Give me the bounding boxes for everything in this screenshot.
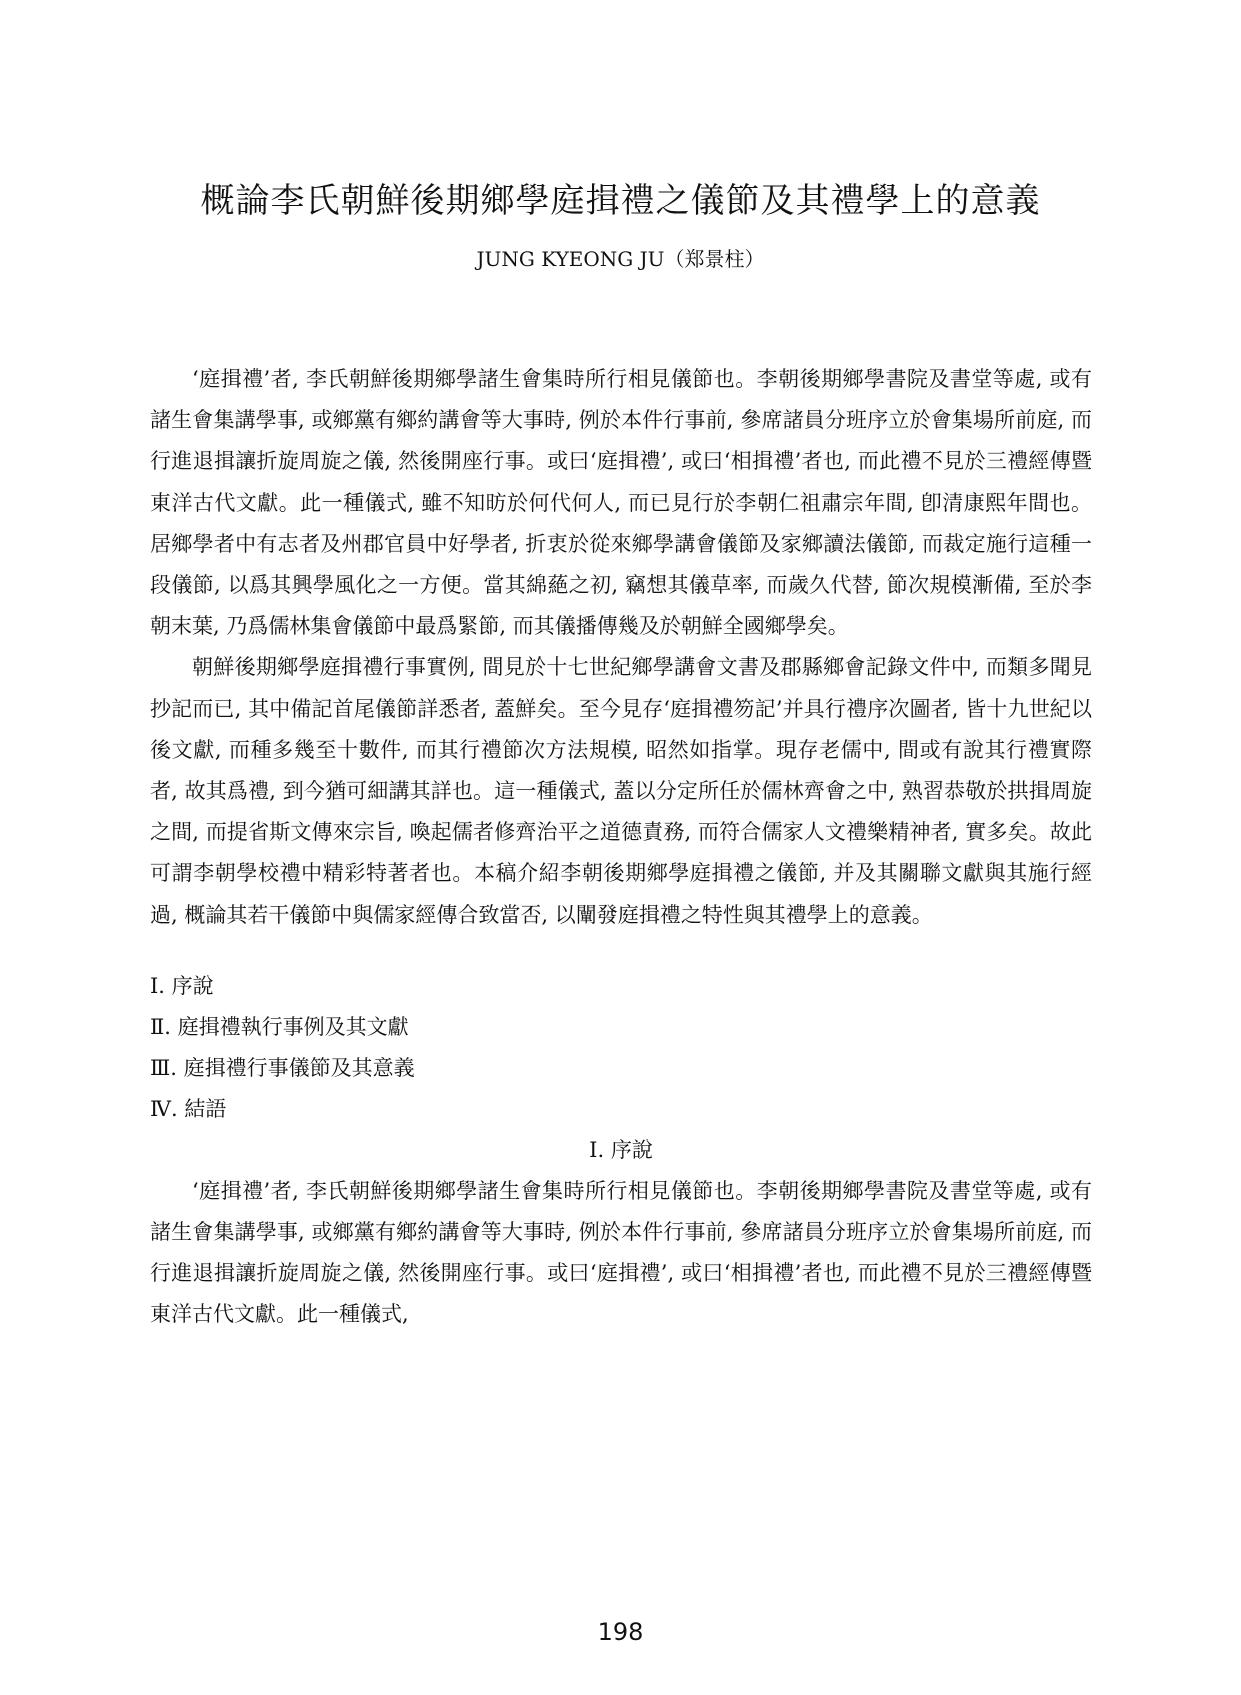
toc-item-1: Ⅰ. 序說 (150, 973, 214, 998)
paper-title: 概論李氏朝鮮後期鄉學庭揖禮之儀節及其禮學上的意義 (200, 181, 1041, 221)
page-number: 198 (597, 1618, 644, 1646)
abstract-paragraph-2: 朝鮮後期鄉學庭揖禮行事實例, 間見於十七世紀鄉學講會文書及郡縣鄉會記錄文件中, 而類多聞見抄記而已, 其中備記首尾儀節詳悉者, 蓋鮮矣。至今見存‘庭揖禮笏記’并具行禮序次圖者, 皆十九世紀以後文獻, 而種多幾至十數件, 而其行禮節次方法規模, 昭然如指掌。現存老儒中, 間或有說其行禮實際者, 故其爲禮, 到今猶可細講其詳也。這一種儀式, 蓋以分定所任於儒林齊會之中, 熟習恭敬於拱揖周旋之間, 而提省斯文傳來宗旨, 喚起儒者修齊治平之道德責務, 而符合儒家人文禮樂精神者, 實多矣。故此可謂李朝學校禮中精彩特著者也。本稿介紹李朝後期鄉學庭揖禮之儀節, 并及其關聯文獻與其施行經過, 概論其若干儀節中與儒家經傳合致當否, 以闡發庭揖禮之特性與其禮學上的意義。 (150, 655, 1092, 927)
toc-item-3: Ⅲ. 庭揖禮行事儀節及其意義 (150, 1055, 415, 1080)
section-heading: Ⅰ. 序說 (589, 1137, 653, 1162)
toc-item-2: Ⅱ. 庭揖禮執行事例及其文獻 (150, 1014, 409, 1039)
section-paragraph: ‘庭揖禮’者, 李氏朝鮮後期鄉學諸生會集時所行相見儀節也。李朝後期鄉學書院及書堂等處, 或有諸生會集講學事, 或鄉黨有鄉約講會等大事時, 例於本件行事前, 參席諸員分班序立於會集場所前庭, 而行進退揖讓折旋周旋之儀, 然後開座行事。或曰‘庭揖禮’, 或曰‘相揖禮’者也, 而此禮不見於三禮經傳暨東洋古代文獻。此一種儀式, (150, 1178, 1092, 1327)
table-of-contents (150, 966, 1092, 1130)
abstract-paragraph-1: ‘庭揖禮’者, 李氏朝鮮後期鄉學諸生會集時所行相見儀節也。李朝後期鄉學書院及書堂等處, 或有諸生會集講學事, 或鄉黨有鄉約講會等大事時, 例於本件行事前, 參席諸員分班序立於會集場所前庭, 而行進退揖讓折旋周旋之儀, 然後開座行事。或曰‘庭揖禮’, 或曰‘相揖禮’者也, 而此禮不見於三禮經傳暨東洋古代文獻。此一種儀式, 雖不知昉於何代何人, 而已見行於李朝仁祖肅宗年間, 卽清康熙年間也。居鄉學者中有志者及州郡官員中好學者, 折衷於從來鄉學講會儀節及家鄉讀法儀節, 而裁定施行這種一段儀節, 以爲其興學風化之一方便。當其綿蕝之初, 竊想其儀草率, 而歲久代替, 節次規模漸備, 至於李朝末葉, 乃爲儒林集會儀節中最爲緊節, 而其儀播傳幾及於朝鮮全國鄉學矣。 (150, 367, 1092, 639)
author-line: JUNG KYEONG JU（郑景柱） (476, 247, 765, 271)
toc-item-4: Ⅳ. 結語 (150, 1096, 227, 1121)
paper-body (150, 359, 1092, 1336)
